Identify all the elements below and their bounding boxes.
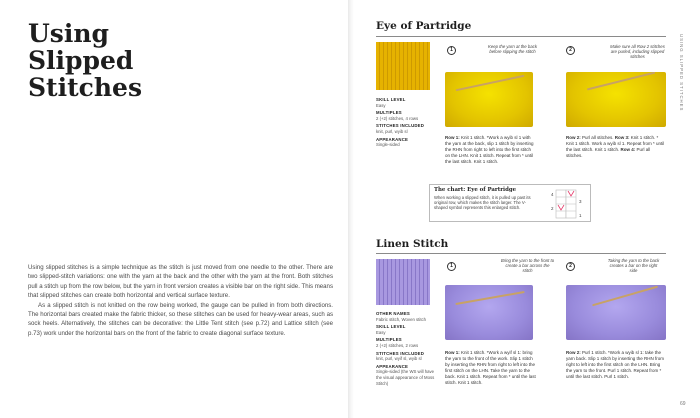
- title-line-2: Slipped: [28, 46, 134, 75]
- linen-step-1-instructions: Knit 1 stitch. *Work a wyif sl 1: bring the yarn to the front of the work. Slip 1 stitch by inserting the RHN from right to left into the first stitch on the LHN. Take the yarn to the back. Knit 1 stitch. Repeat from * until the last stitch. Knit 1 stitch.: [445, 350, 536, 385]
- title-line-1: Using: [28, 19, 110, 48]
- eye-of-partridge-swatch: [376, 42, 430, 90]
- section-title-eye-of-partridge: Eye of Partridge: [376, 20, 472, 32]
- eye-chart-title: The chart: Eye of Partridge: [434, 187, 517, 193]
- eye-chart-box: [429, 184, 591, 222]
- title-line-3: Stitches: [28, 73, 143, 102]
- linen-meta-value-5: Single-sided (the WS will have the visual appearance of Moss Stitch): [376, 369, 435, 386]
- needle-icon: [587, 72, 655, 90]
- eye-step-2-callout: Make sure all Row 2 stitches are purled, including slipped stitches: [610, 44, 665, 60]
- eye-meta: [376, 95, 436, 148]
- linen-meta-value-4: knit, purl, wyif sl, wyib sl: [376, 356, 422, 362]
- eye-meta-value-2: 2 (+2) stitches, 4 rows: [376, 115, 419, 121]
- chart-row-label-4: 4: [551, 192, 554, 197]
- linen-stitch-swatch: [376, 259, 430, 305]
- eye-meta-label-4: APPEARANCE: [376, 136, 409, 142]
- section-title-linen-stitch: Linen Stitch: [376, 238, 449, 250]
- linen-meta-label-1: OTHER NAMES: [376, 311, 410, 316]
- page-number: 69: [680, 401, 686, 407]
- eye-step-2-row4-instructions: Purl all stitches.: [566, 147, 651, 158]
- section-rule-1: [376, 36, 666, 37]
- linen-step-2-instructions: Purl 1 stitch. *Work a wyib sl 1: take the yarn back. Slip 1 stitch by inserting the RHN from right to left into the first stitch on the LHN. Bring the yarn to the front. Purl 1 stitch. Repeat from * until the last stitch. Purl 1 stitch.: [566, 350, 665, 379]
- eye-step-2-row3-label: Row 3:: [614, 135, 630, 140]
- eye-step-1-text: [445, 135, 537, 165]
- linen-meta: [376, 309, 436, 386]
- eye-meta-value-1: Easy: [376, 102, 386, 108]
- chart-row-label-1: 1: [579, 213, 582, 218]
- linen-meta-label-5: APPEARANCE: [376, 363, 409, 369]
- linen-meta-value-1: Fabric stitch, Woven stitch: [376, 316, 427, 322]
- chapter-title: [28, 20, 142, 101]
- section-rule-2: [376, 253, 666, 254]
- linen-step-1-text: [445, 350, 537, 386]
- eye-meta-label-3: STITCHES INCLUDED: [376, 123, 425, 129]
- eye-step-2-row4-label: Row 4:: [620, 147, 636, 152]
- running-head: USING SLIPPED STITCHES: [679, 34, 684, 112]
- eye-meta-value-4: Single-sided: [376, 142, 400, 148]
- linen-step-2-callout: Taking the yarn to the back creates a bar on the right side: [607, 258, 660, 274]
- eye-step-1-number: 1: [447, 46, 456, 55]
- book-gutter: [348, 0, 354, 418]
- linen-meta-label-4: STITCHES INCLUDED: [376, 350, 425, 356]
- eye-step-1-callout: Keep the yarn at the back before slipping the stitch: [488, 44, 537, 55]
- chart-row-label-3: 3: [579, 199, 582, 204]
- linen-step-1-photo: [445, 285, 533, 340]
- linen-step-2-text: [566, 350, 666, 380]
- linen-step-1-row-label: Row 1:: [445, 350, 460, 355]
- linen-step-2-photo: [566, 285, 666, 340]
- eye-step-2-number: 2: [566, 46, 575, 55]
- needle-icon: [456, 75, 525, 91]
- eye-step-2-instructions: Purl all stitches.: [580, 135, 615, 140]
- eye-step-2-row3-instructions: Knit 1 stitch. * Knit 1 stitch. Work a wyib sl 1. Repeat from * until the last stitch. Knit 1 stitch.: [566, 135, 665, 152]
- eye-step-1-instructions: Knit 1 stitch. *Work a wyib sl 1 with the yarn at the back, slip 1 stitch by inserting the RHN from right to left into the first stitch on the LHN. Knit 1 stitch. Repeat from * until the last stitch. Knit 1 stitch.: [445, 135, 534, 164]
- linen-meta-label-3: MULTIPLES: [376, 337, 402, 343]
- eye-meta-label-1: SKILL LEVEL: [376, 97, 406, 102]
- intro-paragraph-2: As a slipped stitch is not knitted on the row being worked, the gauge can be pulled in from both directions. The horizontal bars created make the fabric thicker, so these stitches can be used for heavy-wear areas, such as sock heels. Alternatively, the stitches can be decorative: the Little Tent stitch (see p.72) and Lattice stitch (see p.73) work under the horizontal bars on the front of the fabric to create diagonal surface texture.: [28, 301, 333, 337]
- intro-paragraph-1: Using slipped stitches is a simple technique as the stitch is just moved from one needle to the other. There are two slipped-stitch variations: one with the yarn at the back and the other with the yarn at the front. Both stitches pull a stitch up from the row below, but the yarn in front version creates a visible bar on the right side. This means that slipped stitches can create both horizontal and vertical surface texture.: [28, 264, 333, 300]
- linen-step-1-number: 1: [447, 262, 456, 271]
- linen-meta-label-2: SKILL LEVEL: [376, 324, 406, 330]
- eye-meta-value-3: knit, purl, wyib sl: [376, 128, 408, 134]
- linen-step-2-number: 2: [566, 262, 575, 271]
- eye-step-2-row-label: Row 2:: [566, 135, 581, 140]
- linen-meta-value-2: Easy: [376, 329, 386, 335]
- eye-chart-description: When working a slipped stitch, it is pulled up past its original row, which makes the stitch larger. The V-shaped symbol represents this enlarged stitch.: [434, 195, 531, 211]
- linen-step-1-callout: Bring the yarn to the front to create a bar across the stitch: [500, 258, 555, 274]
- chart-row-label-2: 2: [551, 206, 554, 211]
- linen-meta-value-3: 2 (+2) stitches, 2 rows: [376, 342, 419, 348]
- intro-text: [28, 263, 333, 338]
- eye-step-2-photo: [566, 72, 666, 127]
- eye-meta-label-2: MULTIPLES: [376, 110, 402, 116]
- eye-step-1-row-label: Row 1:: [445, 135, 460, 140]
- needle-icon: [455, 291, 524, 305]
- needle-icon: [592, 286, 658, 306]
- eye-step-2-text: [566, 135, 666, 159]
- eye-step-1-photo: [445, 72, 533, 127]
- eye-stitch-chart: [546, 188, 590, 220]
- linen-step-2-row-label: Row 2:: [566, 350, 581, 355]
